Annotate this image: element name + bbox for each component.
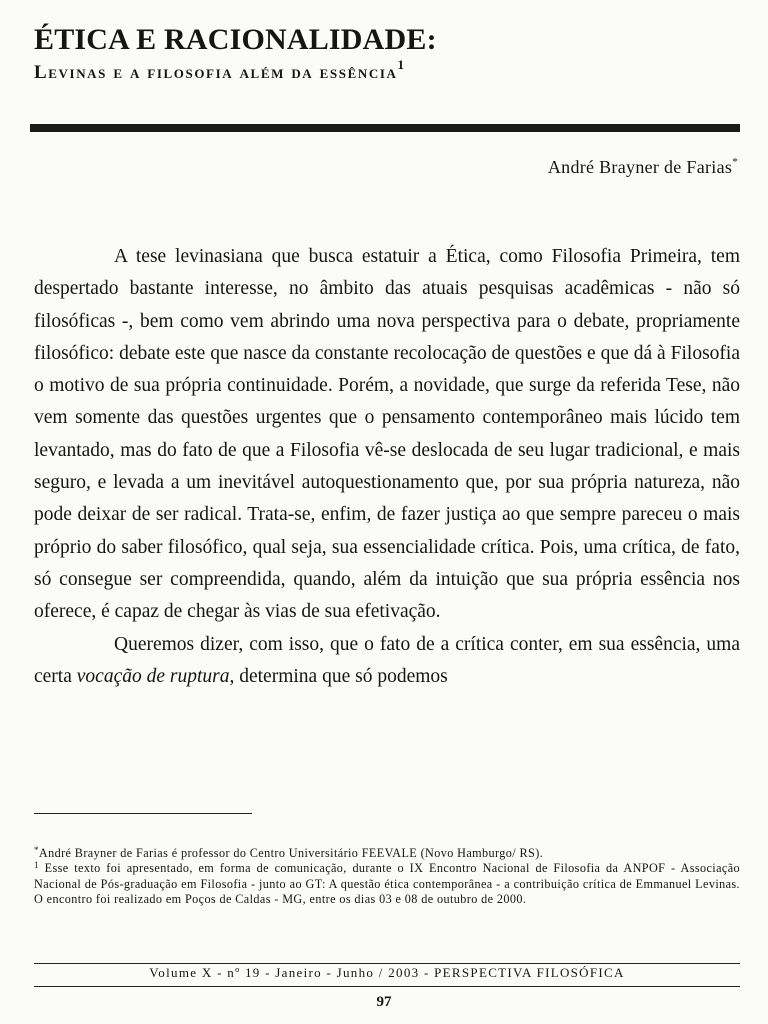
article-title: ÉTICA E RACIONALIDADE: <box>34 23 437 56</box>
author-name: André Brayner de Farias <box>547 157 733 177</box>
footnote-1-marker: 1 <box>34 860 39 871</box>
footnote-divider <box>34 813 252 814</box>
body-text <box>34 241 740 693</box>
footnote-1 <box>34 861 740 907</box>
author-byline <box>548 157 738 178</box>
author-footnote-marker[interactable]: * <box>732 156 738 168</box>
running-footer: Volume X - nº 19 - Janeiro - Junho / 2003 - PERSPECTIVA FILOSÓFICA <box>149 965 625 980</box>
paragraph-2 <box>34 629 740 694</box>
subtitle-text: Levinas e a filosofia além da essência <box>34 62 398 83</box>
paragraph-1: A tese levinasiana que busca estatuir a Ética, como Filosofia Primeira, tem despertado bastante interesse, no âmbito das atuais pesquisas acadêmicas - não só filosóficas -, bem como vem abrindo uma nova perspectiva para o debate, propriamente filosófico: debate este que nasce da constante recolocação de questões e que dá à Filosofia o motivo de sua própria continuidade. Porém, a novidade, que surge da referida Tese, não vem somente das questões urgentes que o pensamento contemporâneo mais lúcido tem levantado, mas do fato de que a Filosofia vê-se deslocada de seu lugar tradicional, e mais seguro, e levada a um inevitável autoquestionamento que, por sua própria natureza, não pode deixar de ser radical. Trata-se, enfim, de fazer justiça ao que sempre pareceu o mais próprio do saber filosófico, qual seja, sua essencialidade crítica. Pois, uma crítica, de fato, só consegue ser compreendida, quando, além da intuição que sua própria essência nos oferece, é capaz de chegar às vias de sua efetivação. <box>34 246 740 623</box>
footer-rule-top <box>34 963 740 964</box>
footnotes <box>34 846 740 908</box>
subtitle-footnote-marker[interactable]: 1 <box>397 57 404 72</box>
footnote-1-text: Esse texto foi apresentado, em forma de comunicação, durante o IX Encontro Nacional de Filosofia da ANPOF - Associação Nacional de Pós-graduação em Filosofia - junto ao GT: A questão ética contemporânea - a contribuição crítica de Emmanuel Levinas. O encontro foi realizado em Poços de Caldas - MG, entre os dias 03 e 08 de outubro de 2000. <box>34 861 740 907</box>
article-subtitle <box>34 57 404 86</box>
title-divider <box>30 124 740 132</box>
paragraph-2-end: , determina que só podemos <box>229 665 448 687</box>
footnote-author <box>34 846 740 861</box>
footnote-author-text: André Brayner de Farias é professor do Centro Universitário FEEVALE (Novo Hamburgo/ RS). <box>38 846 544 860</box>
paragraph-2-start: Queremos dizer, com isso, que o fato de a crítica conter, em sua essência, uma certa <box>34 633 740 687</box>
footer-rule-bottom <box>34 986 740 987</box>
page-number: 97 <box>376 994 392 1010</box>
paragraph-2-italic: vocação de ruptura <box>76 665 230 687</box>
footnote-author-marker: * <box>34 845 39 855</box>
